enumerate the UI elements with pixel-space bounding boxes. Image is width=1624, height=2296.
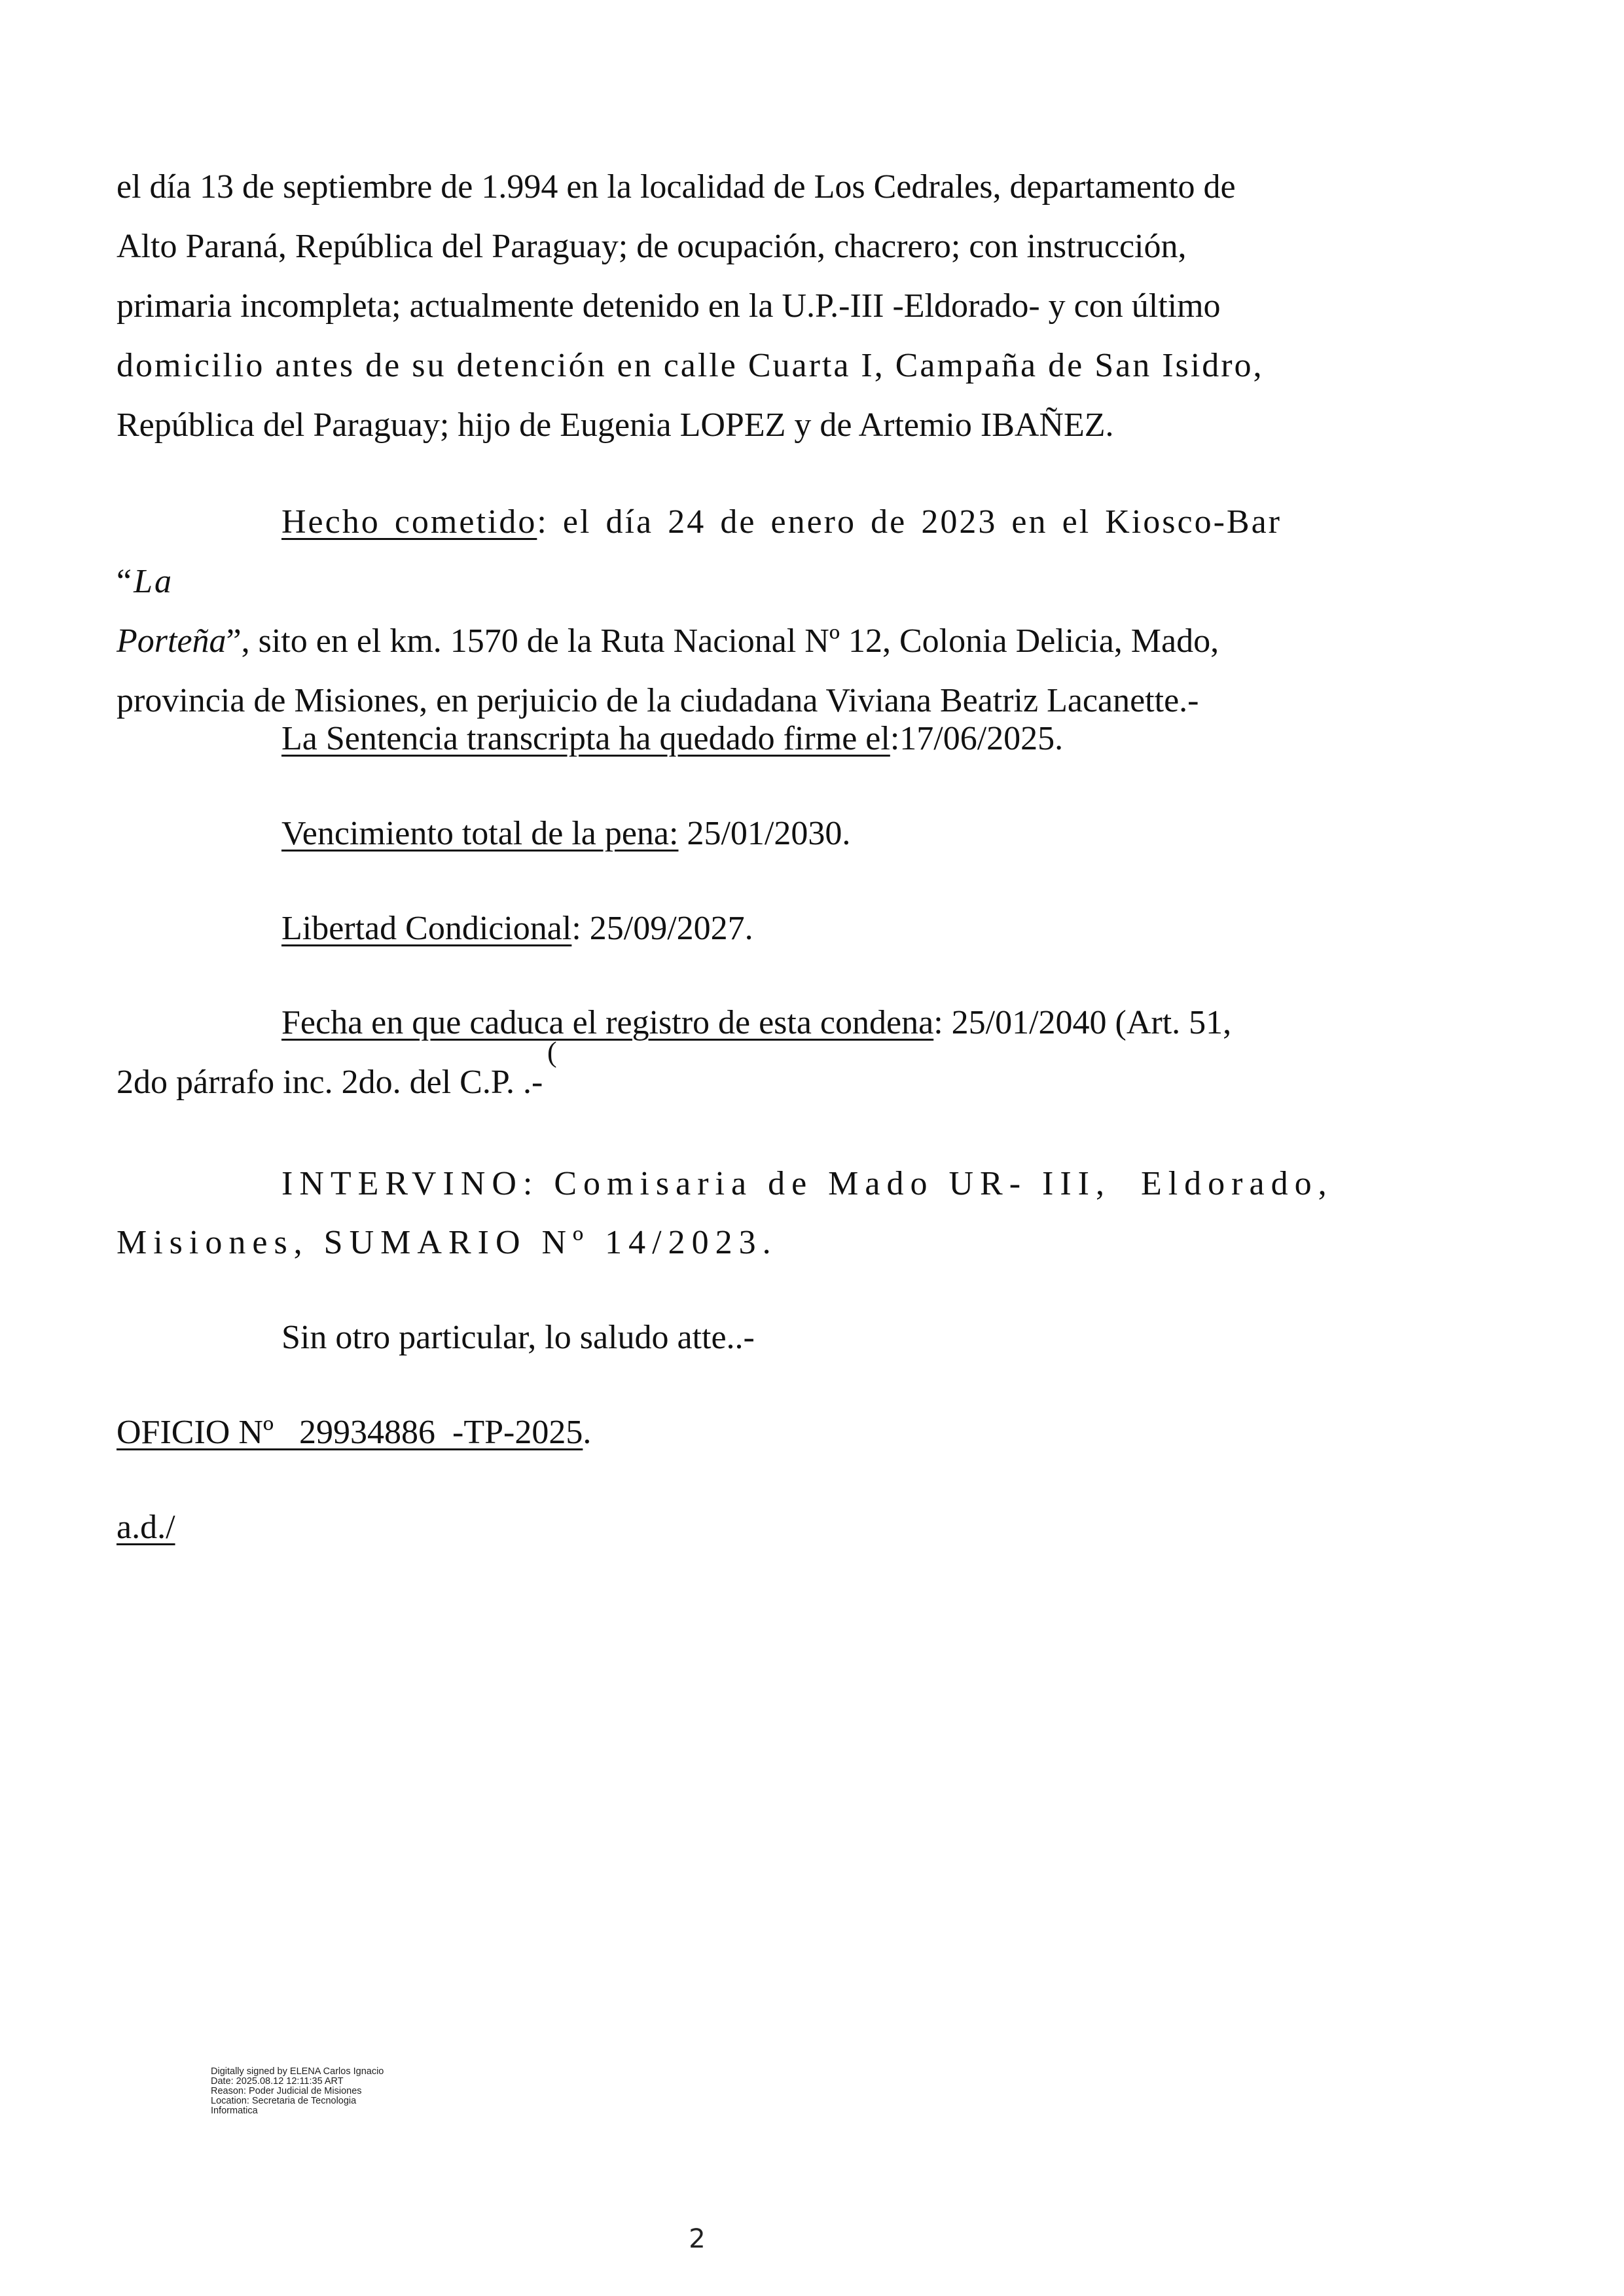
digital-signature-block bbox=[211, 2067, 446, 2116]
hecho-line-3: provincia de Misiones, en perjuicio de la ciudadana Viviana Beatriz Lacanette.- bbox=[117, 682, 1199, 719]
libertad-line bbox=[281, 899, 753, 958]
paragraph-line: Alto Paraná, República del Paraguay; de ocupación, chacrero; con instrucción, bbox=[117, 228, 1187, 265]
intervino-line-1: INTERVINO: Comisaria de Mado UR- III, Eldorado, bbox=[281, 1165, 1333, 1202]
place-name: Porteña bbox=[117, 622, 226, 660]
sentencia-label: La Sentencia transcripta ha quedado firme el bbox=[281, 720, 890, 757]
paragraph-line: el día 13 de septiembre de 1.994 en la localidad de Los Cedrales, departamento de bbox=[117, 168, 1236, 206]
page-number: 2 bbox=[689, 2224, 706, 2254]
signature-date: Date: 2025.08.12 12:11:35 ART bbox=[211, 2076, 344, 2087]
signature-signer: Digitally signed by ELENA Carlos Ignacio bbox=[211, 2066, 384, 2077]
hecho-line-1 bbox=[117, 492, 1282, 611]
oficio-number: OFICIO Nº 29934886 -TP-2025 bbox=[117, 1414, 583, 1451]
libertad-label: Libertad Condicional bbox=[281, 910, 572, 947]
libertad-date: : 25/09/2027. bbox=[571, 910, 753, 947]
oficio-line bbox=[117, 1403, 591, 1462]
hecho-label: Hecho cometido bbox=[281, 503, 537, 541]
closing-line: Sin otro particular, lo saludo atte..- bbox=[281, 1319, 755, 1356]
signature-location: Location: Secretaria de Tecnologia bbox=[211, 2096, 357, 2106]
caducidad-paragraph bbox=[117, 993, 1282, 1112]
place-name: La bbox=[134, 563, 174, 600]
personal-data-paragraph bbox=[117, 157, 1282, 455]
stray-parenthesis-mark: ( bbox=[547, 1036, 557, 1068]
caducidad-line-1 bbox=[117, 993, 1282, 1052]
hecho-text: ”, sito en el km. 1570 de la Ruta Nacional Nº 12, Colonia Delicia, Mado, bbox=[226, 622, 1219, 660]
sentencia-line bbox=[281, 709, 1063, 768]
hecho-text: : el día 24 de enero de 2023 en el Kiosco-Bar “ bbox=[117, 503, 1282, 600]
vencimiento-label: Vencimiento total de la pena: bbox=[281, 815, 679, 852]
signature-reason: Reason: Poder Judicial de Misiones bbox=[211, 2086, 362, 2096]
sentencia-date: :17/06/2025. bbox=[890, 720, 1064, 757]
vencimiento-date: 25/01/2030. bbox=[678, 815, 851, 852]
paragraph-line: domicilio antes de su detención en calle Cuarta I, Campaña de San Isidro, bbox=[117, 347, 1264, 384]
intervino-line-2: Misiones, SUMARIO Nº 14/2023. bbox=[117, 1224, 778, 1261]
caducidad-label: Fecha en que caduca el registro de esta condena bbox=[281, 1004, 934, 1041]
initials: a.d./ bbox=[117, 1509, 175, 1546]
signature-location-cont: Informatica bbox=[211, 2106, 258, 2116]
caducidad-line-2: 2do párrafo inc. 2do. del C.P. .- bbox=[117, 1064, 543, 1101]
initials-line bbox=[117, 1498, 175, 1557]
paragraph-line: primaria incompleta; actualmente detenido en la U.P.-III -Eldorado- y con último bbox=[117, 287, 1221, 325]
paragraph-line: República del Paraguay; hijo de Eugenia LOPEZ y de Artemio IBAÑEZ. bbox=[117, 406, 1114, 444]
caducidad-date: : 25/01/2040 (Art. 51, bbox=[933, 1004, 1232, 1041]
hecho-paragraph bbox=[117, 492, 1282, 730]
vencimiento-line bbox=[281, 804, 850, 863]
hecho-line-2 bbox=[117, 611, 1282, 671]
oficio-suffix: . bbox=[583, 1414, 592, 1451]
